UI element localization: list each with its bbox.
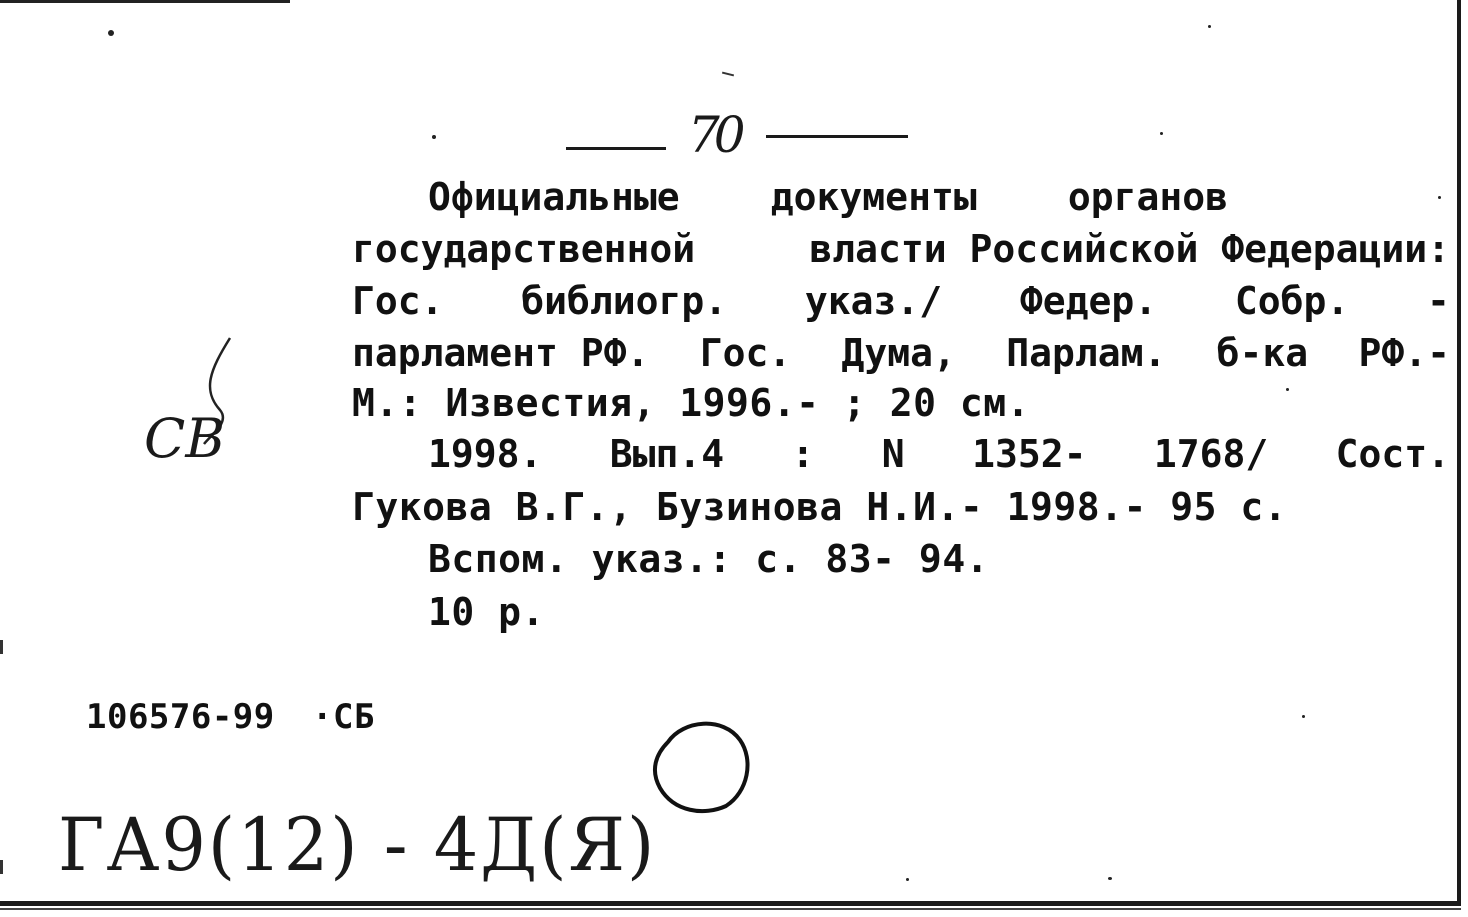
inventory-number: 106576-99	[86, 697, 275, 737]
entry-line-7: Гукова В.Г., Бузинова Н.И.- 1998.- 95 с.	[352, 485, 1288, 529]
page-number-tick	[722, 72, 734, 77]
shelfmark: ГА9(12) - 4Д(Я)	[58, 801, 657, 889]
entry-word: власти Российской Федерации:	[809, 227, 1450, 271]
card-right-edge	[1457, 0, 1461, 905]
entry-word: Сост.	[1335, 432, 1450, 476]
entry-line-2	[352, 227, 1450, 271]
entry-word: Дума,	[841, 331, 956, 375]
card-bottom-edge-shadow	[0, 908, 1461, 910]
entry-word: библиогр.	[521, 279, 728, 323]
entry-word: документы	[770, 175, 977, 219]
entry-word: парламент РФ.	[352, 331, 650, 375]
scan-speck	[1286, 388, 1289, 391]
entry-word: Федер.	[1019, 279, 1158, 323]
entry-word: :	[791, 432, 815, 476]
entry-word: указ./	[804, 279, 943, 323]
entry-line-1	[428, 175, 1228, 219]
entry-word: -	[1427, 279, 1450, 323]
card-left-mark	[0, 860, 3, 874]
entry-word: Гос.	[699, 331, 792, 375]
entry-line-3	[352, 279, 1450, 323]
margin-note: СВ	[144, 407, 225, 470]
entry-word: Парлам.	[1006, 331, 1167, 375]
scan-speck	[1208, 25, 1211, 28]
entry-line-6	[428, 432, 1450, 476]
entry-word: б-ка	[1216, 331, 1309, 375]
entry-line-4	[352, 331, 1450, 375]
scan-speck	[432, 135, 436, 139]
scan-speck	[1438, 196, 1441, 199]
entry-line-8: Вспом. указ.: с. 83- 94.	[428, 537, 990, 581]
entry-word: Гос.	[352, 279, 444, 323]
scan-speck	[906, 878, 909, 881]
scan-speck	[1160, 132, 1163, 135]
entry-word: государственной	[352, 227, 696, 271]
inventory-mark: ·СБ	[312, 697, 375, 737]
scan-speck	[1302, 715, 1305, 718]
page-number: 70	[688, 106, 740, 164]
page-number-dash-right	[766, 135, 908, 138]
entry-word: РФ.-	[1358, 331, 1450, 375]
scan-speck	[1108, 877, 1112, 880]
scan-speck	[108, 30, 114, 36]
card-top-edge	[0, 0, 290, 3]
page-number-dash-left	[566, 147, 666, 150]
entry-price: 10 р.	[428, 590, 545, 634]
entry-word: 1352-	[972, 432, 1087, 476]
entry-word: Вып.4	[609, 432, 725, 476]
entry-word: N	[881, 432, 905, 476]
entry-word: органов	[1067, 175, 1228, 219]
entry-line-5: М.: Известия, 1996.- ; 20 см.	[352, 381, 1030, 425]
card-left-mark	[0, 640, 3, 654]
card-bottom-edge	[0, 901, 1461, 906]
entry-word: 1768/	[1153, 432, 1269, 476]
circle-stamp	[648, 712, 758, 822]
entry-word: 1998.	[428, 432, 543, 476]
entry-word: Собр.	[1234, 279, 1350, 323]
entry-word: Официальные	[428, 175, 680, 219]
